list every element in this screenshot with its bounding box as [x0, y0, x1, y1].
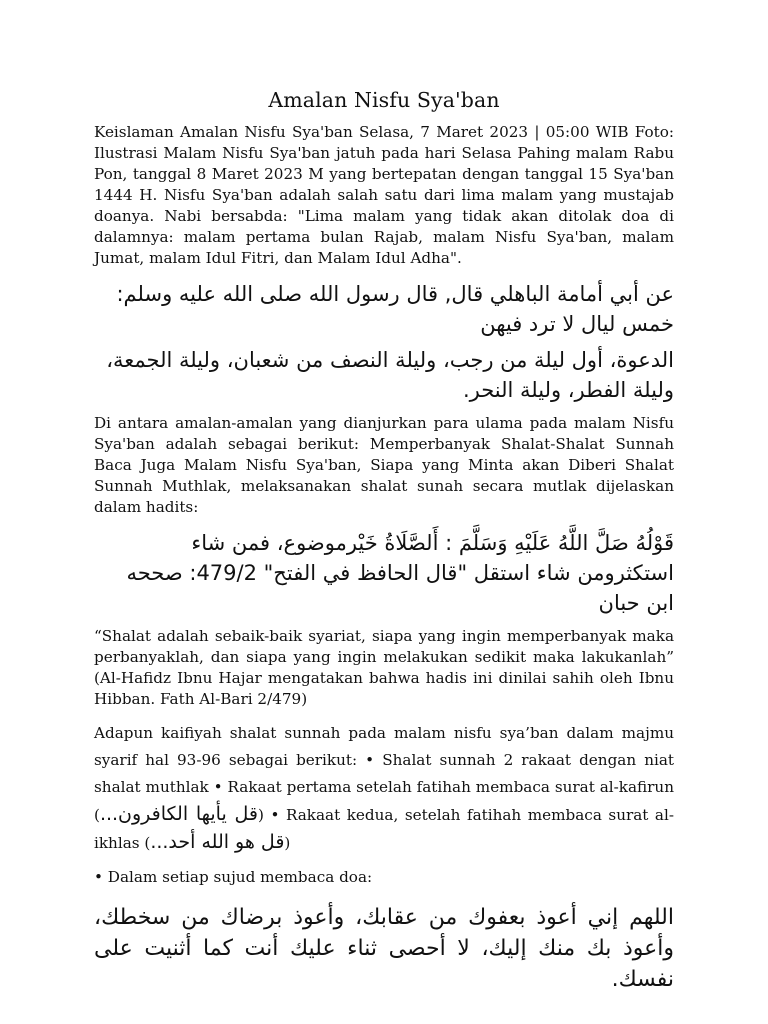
kaifiyah-arabic-2: قل هو الله أحد...	[150, 831, 285, 853]
sujud-paragraph: • Dalam setiap sujud membaca doa:	[94, 868, 373, 886]
arabic-hadith-1: عن أبي أمامة الباهلي قال, قال رسول الله صلى الله عليه وسلم: خمس ليال لا ترد فيهن	[116, 282, 674, 336]
kaifiyah-text-1: Adapun kaifiyah shalat sunnah pada malam nisfu sya’ban dalam majmu syarif hal 93-96 sebagai berikut: • Shalat sunnah 2 rakaat dengan niat shalat muthlak • Rakaat pertama setelah fatihah membaca surat al-kafirun (	[94, 724, 674, 824]
kaifiyah-paragraph	[94, 720, 674, 857]
kaifiyah-text-3: )	[284, 834, 291, 852]
translation-paragraph: “Shalat adalah sebaik-baik syariat, siapa yang ingin memperbanyak maka perbanyaklah, dan siapa yang ingin melakukan sedikit maka lakukanlah” (Al-Hafidz Ibnu Hajar mengatakan bahwa hadis ini dinilai sahih oleh Ibnu Hibban. Fath Al-Bari 2/479)	[94, 627, 674, 708]
document-title: Amalan Nisfu Sya'ban	[268, 88, 500, 112]
arabic-doa: اللهم إني أعوذ بعفوك من عقابك، وأعوذ برضاك من سخطك، وأعوذ بك منك إليك، لا أحصى ثناء عليك أنت كما أثنيت على نفسك.	[94, 905, 674, 992]
arabic-hadith-2: الدعوة، أول ليلة من رجب، وليلة النصف من شعبان، وليلة الجمعة، وليلة الفطر، وليلة النحر.	[106, 348, 674, 402]
kaifiyah-arabic-1: قل يأيها الكافرون...	[99, 803, 258, 825]
intro-paragraph: Keislaman Amalan Nisfu Sya'ban Selasa, 7 Maret 2023 | 05:00 WIB Foto: Ilustrasi Malam Nisfu Sya'ban jatuh pada hari Selasa Pahing malam Rabu Pon, tanggal 8 Maret 2023 M yang bertepatan dengan tanggal 15 Sya'ban 1444 H. Nisfu Sya'ban adalah salah satu dari lima malam yang mustajab doanya. Nabi bersabda: "Lima malam yang tidak akan ditolak doa di dalamnya: malam pertama bulan Rajab, malam Nisfu Sya'ban, malam Jumat, malam Idul Fitri, dan Malam Idul Adha".	[94, 123, 674, 267]
amalan-intro-paragraph: Di antara amalan-amalan yang dianjurkan para ulama pada malam Nisfu Sya'ban adalah sebagai berikut: Memperbanyak Shalat-Shalat Sunnah Baca Juga Malam Nisfu Sya'ban, Siapa yang Minta akan Diberi Shalat Sunnah Muthlak, melaksanakan shalat sunah secara mutlak dijelaskan dalam hadits:	[94, 414, 674, 516]
kaifiyah-text-2: ) • Rakaat kedua, setelah fatihah membaca surat al-ikhlas (	[94, 806, 674, 852]
arabic-hadith-3: قَوْلُهُ صَلَّ اللَّهُ عَلَيْهِ وَسَلَّمَ : أَلصَّلَاةُ خَيْرموضوع، فمن شاء استكثرومن شاء استقل "قال الحافظ في الفتح" 479/2: صححه ابن حبان	[126, 531, 674, 615]
